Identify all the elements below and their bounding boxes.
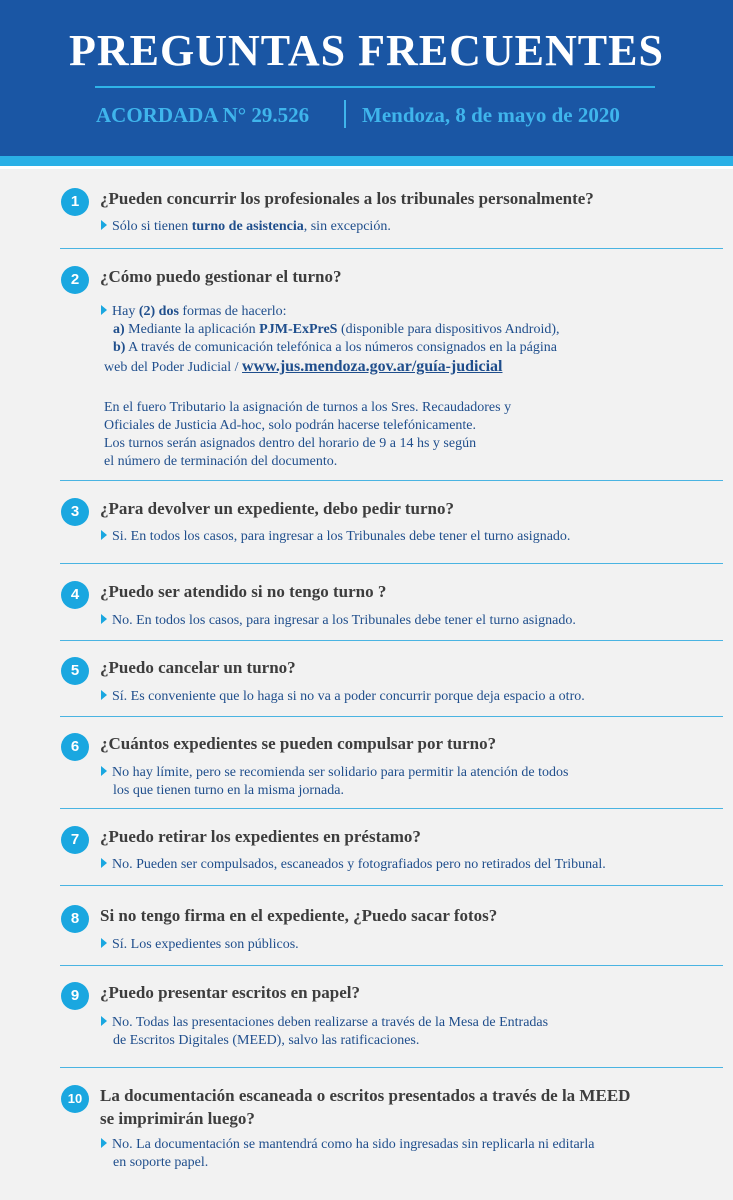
question-number-badge: 6: [61, 733, 89, 761]
question-line: La documentación escaneada o escritos presentados a través de la MEED: [100, 1086, 631, 1105]
arrow-icon: [101, 1138, 107, 1148]
question-number-badge: 5: [61, 657, 89, 685]
answer-part: en soporte papel.: [113, 1155, 209, 1170]
divider: [60, 965, 723, 966]
divider: [60, 480, 723, 481]
answer-part: Sí. Es conveniente que lo haga si no va a poder concurrir porque deja espacio a otro.: [112, 689, 585, 704]
answer-part: No. Todas las presentaciones deben realizarse a través de la Mesa de Entradas: [112, 1015, 549, 1030]
arrow-icon: [101, 305, 107, 315]
arrow-icon: [101, 858, 107, 868]
question-text: ¿Puedo cancelar un turno?: [100, 658, 296, 677]
divider: [60, 563, 723, 564]
answer-part: web del Poder Judicial /: [104, 360, 243, 375]
tributario-note: [104, 399, 724, 471]
guia-judicial-link[interactable]: www.jus.mendoza.gov.ar/guía-judicial: [242, 358, 503, 375]
question-number-badge: 1: [61, 188, 89, 216]
arrow-icon: [101, 1016, 107, 1026]
option-a: [101, 321, 721, 339]
question-text: ¿Para devolver un expediente, debo pedir turno?: [100, 499, 455, 518]
answer-text: [101, 1136, 721, 1172]
arrow-icon: [101, 220, 107, 230]
answer-part: No. En todos los casos, para ingresar a los Tribunales debe tener el turno asignado.: [112, 613, 576, 628]
answer-part: Sí. Los expedientes son públicos.: [112, 937, 299, 952]
note-line: Oficiales de Justicia Ad-hoc, solo podrán hacerse telefónicamente.: [104, 418, 477, 433]
question-text: ¿Pueden concurrir los profesionales a los tribunales personalmente?: [100, 189, 594, 208]
divider: [60, 885, 723, 886]
question-text: ¿Cuántos expedientes se pueden compulsar por turno?: [100, 734, 497, 753]
question-number-badge: 10: [61, 1085, 89, 1113]
arrow-icon: [101, 766, 107, 776]
answer-part: A través de comunicación telefónica a los números consignados en la página: [125, 340, 557, 355]
answer-text: [101, 303, 721, 377]
arrow-icon: [101, 614, 107, 624]
header-stripe: [0, 156, 733, 166]
page-title: PREGUNTAS FRECUENTES: [69, 26, 664, 75]
question-number-badge: 2: [61, 266, 89, 294]
divider: [60, 808, 723, 809]
option-b: [101, 339, 721, 357]
title-underline: [95, 86, 655, 88]
question-line: se imprimirán luego?: [100, 1109, 255, 1128]
answer-text: [101, 1014, 721, 1050]
header-banner: [0, 0, 733, 156]
answer-part: Si. En todos los casos, para ingresar a los Tribunales debe tener el turno asignado.: [112, 529, 571, 544]
question-number-badge: 3: [61, 498, 89, 526]
answer-emphasis: (2) dos: [138, 304, 179, 319]
header-gap: [0, 166, 733, 169]
question-number-badge: 7: [61, 826, 89, 854]
arrow-icon: [101, 938, 107, 948]
option-label: a): [113, 322, 125, 337]
divider: [60, 248, 723, 249]
question-text: [100, 1084, 715, 1130]
answer-part: Sólo si tienen: [112, 219, 192, 234]
answer-part: formas de hacerlo:: [178, 304, 287, 319]
answer-text: [101, 612, 721, 630]
subtitle-separator: [344, 100, 346, 128]
answer-part: No hay límite, pero se recomienda ser solidario para permitir la atención de todos: [112, 765, 569, 780]
answer-emphasis: turno de asistencia: [191, 219, 304, 234]
question-text: Si no tengo firma en el expediente, ¿Puedo sacar fotos?: [100, 906, 498, 925]
arrow-icon: [101, 690, 107, 700]
option-label: b): [113, 340, 126, 355]
divider: [60, 1067, 723, 1068]
answer-part: No. La documentación se mantendrá como ha sido ingresadas sin replicarla ni editarla: [112, 1137, 595, 1152]
answer-part: , sin excepción.: [303, 219, 391, 234]
answer-part: Hay: [112, 304, 139, 319]
answer-text: [101, 528, 721, 546]
question-text: ¿Puedo retirar los expedientes en préstamo?: [100, 827, 421, 846]
answer-text: [101, 936, 721, 954]
answer-text: [101, 688, 721, 706]
app-name: PJM-ExPreS: [259, 322, 338, 337]
acordada-number: ACORDADA N° 29.526: [96, 103, 310, 127]
divider: [60, 640, 723, 641]
answer-part: los que tienen turno en la misma jornada.: [113, 783, 344, 798]
question-number-badge: 8: [61, 905, 89, 933]
place-date: Mendoza, 8 de mayo de 2020: [362, 103, 620, 127]
note-line: el número de terminación del documento.: [104, 454, 338, 469]
divider: [60, 716, 723, 717]
arrow-icon: [101, 530, 107, 540]
answer-text: [101, 856, 721, 874]
note-line: En el fuero Tributario la asignación de turnos a los Sres. Recaudadores y: [104, 400, 512, 415]
question-text: ¿Puedo presentar escritos en papel?: [100, 983, 361, 1002]
answer-text: [101, 218, 721, 236]
question-number-badge: 4: [61, 581, 89, 609]
answer-part: (disponible para dispositivos Android),: [337, 322, 560, 337]
answer-part: Mediante la aplicación: [124, 322, 260, 337]
question-text: ¿Puedo ser atendido si no tengo turno ?: [100, 582, 387, 601]
question-text: ¿Cómo puedo gestionar el turno?: [100, 267, 342, 286]
question-number-badge: 9: [61, 982, 89, 1010]
answer-part: de Escritos Digitales (MEED), salvo las ratificaciones.: [113, 1033, 420, 1048]
answer-text: [101, 764, 721, 800]
answer-part: No. Pueden ser compulsados, escaneados y fotografiados pero no retirados del Tribunal.: [112, 857, 606, 872]
note-line: Los turnos serán asignados dentro del horario de 9 a 14 hs y según: [104, 436, 477, 451]
